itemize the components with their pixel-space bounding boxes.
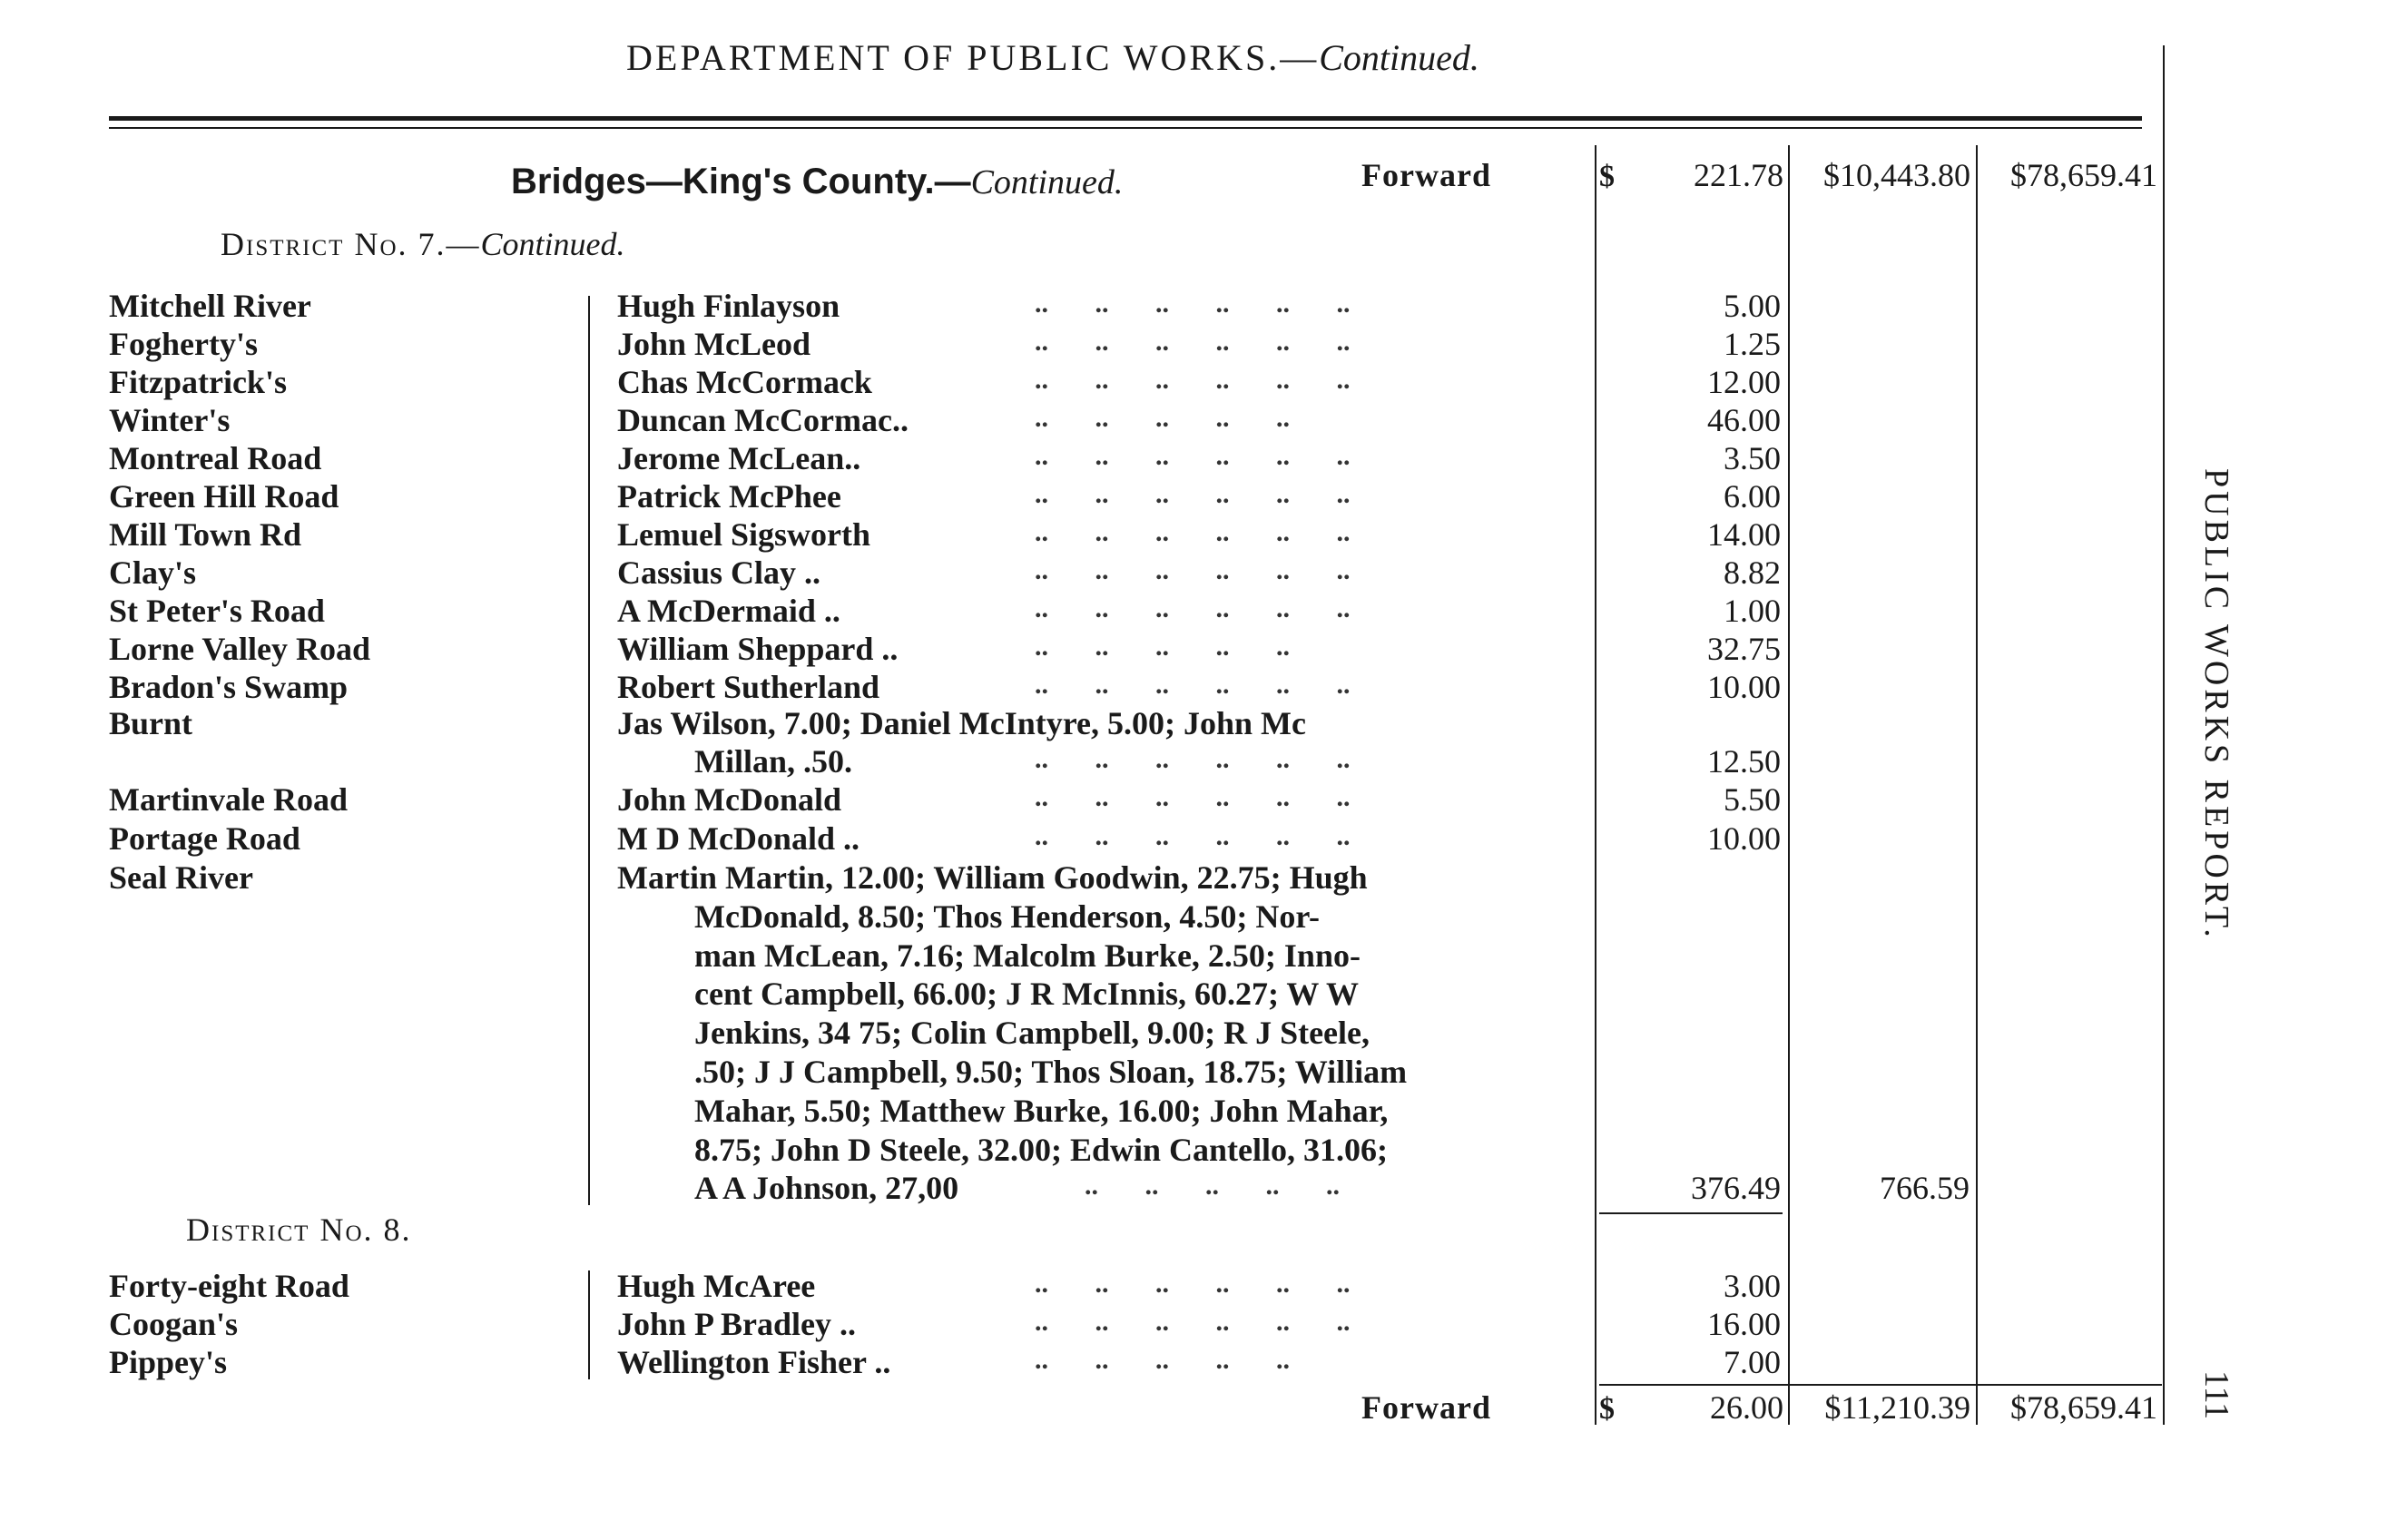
district-7-subtotal-rule <box>1599 1212 1783 1214</box>
section-title-continued: Continued. <box>970 163 1124 201</box>
burnt-amount: 12.50 <box>1707 743 1781 780</box>
district-7-row-dots: .. .. .. .. .. .. <box>1035 289 1351 319</box>
district-8-row-amount: 3.00 <box>1724 1268 1781 1304</box>
district-8-row-name: Coogan's <box>109 1306 239 1342</box>
district-7-row-payee: Hugh Finlayson <box>617 288 840 324</box>
district-8-row-name: Pippey's <box>109 1344 228 1380</box>
district-8-row-dots: .. .. .. .. .. .. <box>1035 1269 1351 1299</box>
district-7-row-amount: 1.00 <box>1724 593 1781 629</box>
forward-label-bottom: Forward <box>1361 1389 1491 1426</box>
forward-amount-col1: 221.78 <box>1694 157 1783 193</box>
district-8-label: District No. 8. <box>186 1211 412 1248</box>
payee-rule-d8 <box>588 1270 590 1379</box>
footer-amount-col3: $78,659.41 <box>2010 1389 2157 1426</box>
district-7-row-amount: 1.25 <box>1724 326 1781 362</box>
district-7-row-name: Green Hill Road <box>109 478 339 515</box>
seal-river-payee-line: Mahar, 5.50; Matthew Burke, 16.00; John Mahar, <box>694 1092 1389 1129</box>
district-7b-row-payee: M D McDonald .. <box>617 820 860 857</box>
district-7-label <box>221 225 625 263</box>
district-8-row-amount: 16.00 <box>1707 1306 1781 1342</box>
district-7-row-name: Mitchell River <box>109 288 311 324</box>
district-7-row-name: Fogherty's <box>109 326 258 362</box>
district-7-row-payee: William Sheppard .. <box>617 631 899 667</box>
burnt-dots: .. .. .. .. .. .. <box>1035 744 1351 774</box>
district-7-row-name: Clay's <box>109 554 197 591</box>
district-7-row-payee: Robert Sutherland <box>617 669 880 705</box>
district-8-row-name: Forty-eight Road <box>109 1268 349 1304</box>
district-7b-row-amount: 10.00 <box>1707 820 1781 857</box>
district-8-row-dots: .. .. .. .. .. .. <box>1035 1307 1351 1337</box>
header-title-continued: Continued. <box>1319 37 1479 78</box>
burnt-payee-line2: Millan, .50. <box>694 743 853 780</box>
footer-amount-col2: $11,210.39 <box>1824 1389 1970 1426</box>
district-7-row-dots: .. .. .. .. .. <box>1035 403 1290 433</box>
district-7-row-amount: 5.00 <box>1724 288 1781 324</box>
seal-river-payee-line: 8.75; John D Steele, 32.00; Edwin Cantello, 31.06; <box>694 1131 1388 1168</box>
seal-river-payee-line: McDonald, 8.50; Thos Henderson, 4.50; Nor- <box>694 898 1321 935</box>
forward-label-top: Forward <box>1361 157 1491 193</box>
district-7-row-dots: .. .. .. .. .. .. <box>1035 593 1351 623</box>
section-title-text: Bridges—King's County.— <box>511 162 971 201</box>
district-7-row-amount: 3.50 <box>1724 440 1781 476</box>
district-7-row-name: Mill Town Rd <box>109 516 302 553</box>
district-7-row-dots: .. .. .. .. .. .. <box>1035 555 1351 585</box>
seal-river-amount: 376.49 <box>1691 1170 1781 1206</box>
district-7-row-name: Bradon's Swamp <box>109 669 349 705</box>
district-8-row-amount: 7.00 <box>1724 1344 1781 1380</box>
footer-total-rule <box>1599 1384 2162 1386</box>
district-7-row-payee: John McLeod <box>617 326 811 362</box>
district-7-row-payee: Duncan McCormac.. <box>617 402 909 438</box>
district-7-row-payee: Chas McCormack <box>617 364 872 400</box>
forward-dollar-bottom: $ <box>1599 1392 1615 1426</box>
district-8-row-payee: Wellington Fisher .. <box>617 1344 891 1380</box>
district-7-label-text: District No. 7.— <box>221 226 481 262</box>
forward-dollar-top: $ <box>1599 160 1615 193</box>
row-name-burnt: Burnt <box>109 705 193 741</box>
district-7b-row-dots: .. .. .. .. .. .. <box>1035 821 1351 851</box>
seal-river-payee-line: man McLean, 7.16; Malcolm Burke, 2.50; Inno- <box>694 937 1361 974</box>
seal-river-payee-line: A A Johnson, 27,00 <box>694 1170 959 1207</box>
header-rule-thick <box>109 116 2142 121</box>
district-7b-row-amount: 5.50 <box>1724 781 1781 818</box>
district-7-row-name: St Peter's Road <box>109 593 325 629</box>
district-7-row-payee: Lemuel Sigsworth <box>617 516 870 553</box>
district-7b-row-payee: John McDonald <box>617 781 842 818</box>
district-7b-row-dots: .. .. .. .. .. .. <box>1035 782 1351 812</box>
seal-river-dots: .. .. .. .. .. <box>1085 1171 1340 1201</box>
district-7-row-name: Montreal Road <box>109 440 322 476</box>
section-title <box>511 162 1123 202</box>
district-8-row-payee: Hugh McAree <box>617 1268 816 1304</box>
district-7-row-name: Lorne Valley Road <box>109 631 371 667</box>
district-7-row-dots: .. .. .. .. .. .. <box>1035 441 1351 471</box>
district-7b-row-name: Portage Road <box>109 820 300 857</box>
district-8-row-payee: John P Bradley .. <box>617 1306 857 1342</box>
column-rule-1 <box>1595 145 1596 1425</box>
payee-rule-d7 <box>588 296 590 1205</box>
seal-river-payee-line: cent Campbell, 66.00; J R McInnis, 60.27; W W <box>694 976 1360 1013</box>
header-title-text: DEPARTMENT OF PUBLIC WORKS.— <box>626 37 1320 78</box>
page-header <box>626 36 1479 79</box>
district-7-row-amount: 8.82 <box>1724 554 1781 591</box>
footer-amount-col1: 26.00 <box>1710 1389 1783 1426</box>
district-7-row-dots: .. .. .. .. .. .. <box>1035 479 1351 509</box>
district-8-row-dots: .. .. .. .. .. <box>1035 1345 1290 1375</box>
district-7-row-payee: Patrick McPhee <box>617 478 841 515</box>
page-number: 111 <box>2197 1370 2235 1420</box>
district-7-row-amount: 6.00 <box>1724 478 1781 515</box>
district-7-row-payee: Jerome McLean.. <box>617 440 861 476</box>
district-7-row-payee: Cassius Clay .. <box>617 554 821 591</box>
burnt-payee-line1: Jas Wilson, 7.00; Daniel McIntyre, 5.00; John Mc <box>617 705 1307 741</box>
district-7-row-name: Fitzpatrick's <box>109 364 287 400</box>
seal-river-payee-line: Jenkins, 34 75; Colin Campbell, 9.00; R J Steele, <box>694 1015 1370 1052</box>
district-7-row-dots: .. .. .. .. .. .. <box>1035 327 1351 357</box>
district-7-label-continued: Continued. <box>480 226 625 262</box>
district-7-row-amount: 32.75 <box>1707 631 1781 667</box>
forward-amount-col2: $10,443.80 <box>1823 157 1970 193</box>
district-7-row-dots: .. .. .. .. .. .. <box>1035 670 1351 700</box>
district-7-row-amount: 12.00 <box>1707 364 1781 400</box>
side-running-title: PUBLIC WORKS REPORT. <box>2197 468 2235 941</box>
column-rule-3 <box>1976 145 1978 1425</box>
district-7-row-dots: .. .. .. .. .. .. <box>1035 365 1351 395</box>
district-7b-row-name: Martinvale Road <box>109 781 348 818</box>
column-rule-outer <box>2163 45 2165 1425</box>
seal-river-payee-line: .50; J J Campbell, 9.50; Thos Sloan, 18.75; William <box>694 1054 1408 1090</box>
district-7-row-payee: A McDermaid .. <box>617 593 840 629</box>
row-name-seal-river: Seal River <box>109 859 253 896</box>
seal-river-payee-line: Martin Martin, 12.00; William Goodwin, 22.75; Hugh <box>617 859 1368 896</box>
district-7-row-amount: 10.00 <box>1707 669 1781 705</box>
district-7-row-dots: .. .. .. .. .. .. <box>1035 517 1351 547</box>
district-7-row-amount: 46.00 <box>1707 402 1781 438</box>
forward-amount-col3: $78,659.41 <box>2010 157 2157 193</box>
district-7-row-name: Winter's <box>109 402 231 438</box>
header-rule-thin <box>109 127 2142 129</box>
district-7-row-dots: .. .. .. .. .. <box>1035 632 1290 662</box>
district-7-row-amount: 14.00 <box>1707 516 1781 553</box>
district-7-total: 766.59 <box>1880 1170 1970 1206</box>
column-rule-2 <box>1788 145 1790 1425</box>
